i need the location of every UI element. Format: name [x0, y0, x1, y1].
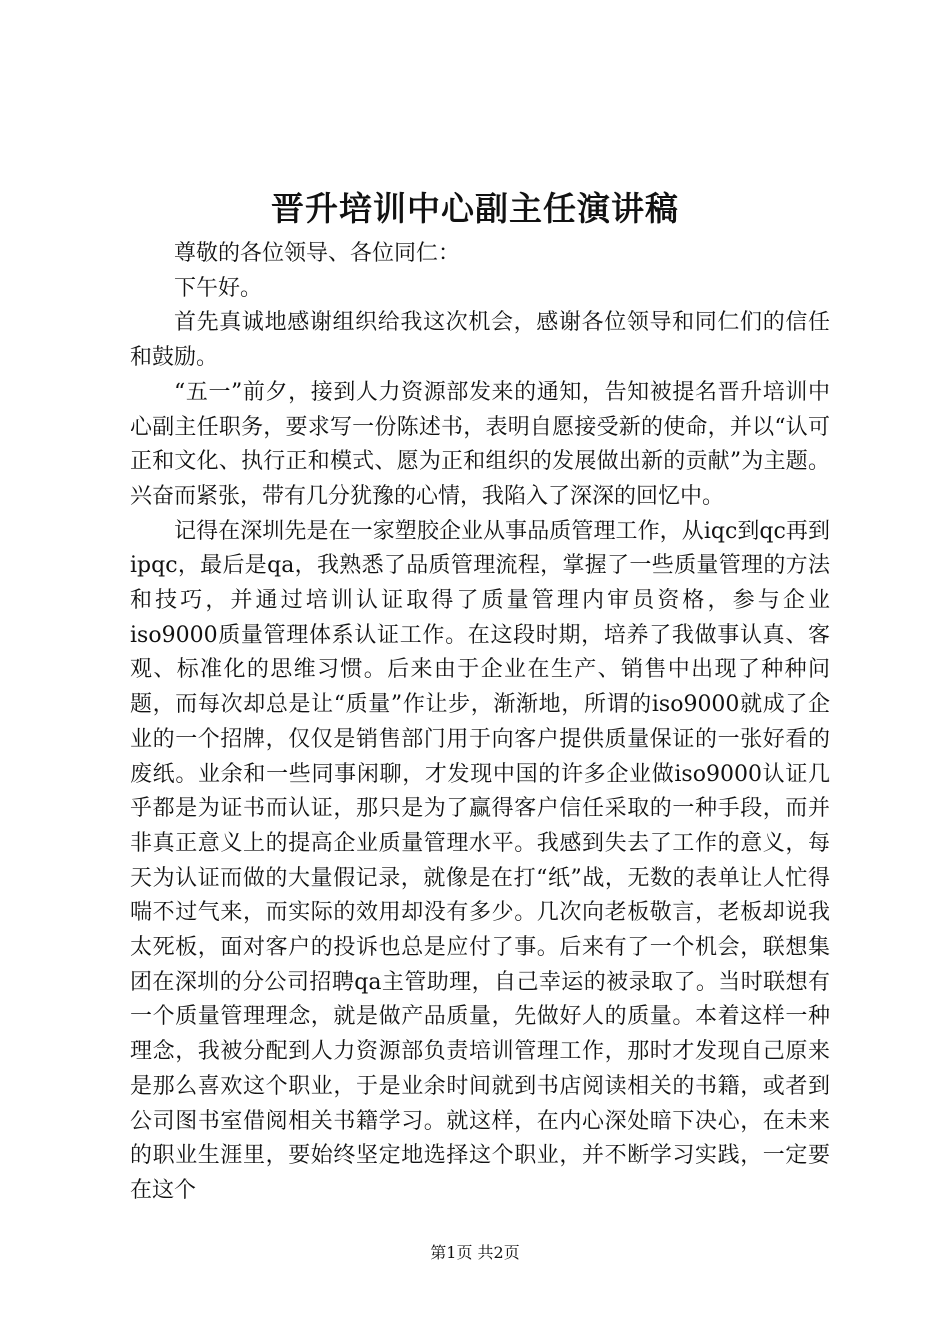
- page-footer: 第1页 共2页: [430, 1243, 520, 1262]
- notice-paragraph: “五一”前夕，接到人力资源部发来的通知，告知被提名晋升培训中心副主任职务，要求写一份陈述书，表明自愿接受新的使命，并以“认可正和文化、执行正和模式、愿为正和组织的发展做出新的贡献”为主题。兴奋而紧张，带有几分犹豫的心情，我陷入了深深的回忆中。: [130, 379, 830, 509]
- experience-paragraph: 记得在深圳先是在一家塑胶企业从事品质管理工作，从iqc到qc再到ipqc，最后是qa，我熟悉了品质管理流程，掌握了一些质量管理的方法和技巧，并通过培训认证取得了质量管理内审员资格，参与企业iso9000质量管理体系认证工作。在这段时期，培养了我做事认真、客观、标准化的思维习惯。后来由于企业在生产、销售中出现了种种问题，而每次却总是让“质量”作让步，渐渐地，所谓的iso9000就成了企业的一个招牌，仅仅是销售部门用于向客户提供质量保证的一张好看的废纸。业余和一些同事闲聊，才发现中国的许多企业做iso9000认证几乎都是为证书而认证，那只是为了赢得客户信任采取的一种手段，而并非真正意义上的提高企业质量管理水平。我感到失去了工作的意义，每天为认证而做的大量假记录，就像是在打“纸”战，无数的表单让人忙得喘不过气来，而实际的效用却没有多少。几次向老板敬言，老板却说我太死板，面对客户的投诉也总是应付了事。后来有了一个机会，联想集团在深圳的分公司招聘qa主管助理，自己幸运的被录取了。当时联想有一个质量管理理念，就是做产品质量，先做好人的质量。本着这样一种理念，我被分配到人力资源部负责培训管理工作，那时才发现自己原来是那么喜欢这个职业，于是业余时间就到书店阅读相关的书籍，或者到公司图书室借阅相关书籍学习。就这样，在内心深处暗下决心，在未来的职业生涯里，要始终坚定地选择这个职业，并不断学习实践，一定要在这个: [130, 518, 830, 1203]
- salutation-paragraph: 尊敬的各位领导、各位同仁：: [174, 241, 461, 266]
- document-title: 晋升培训中心副主任演讲稿: [271, 189, 679, 228]
- document-body: [130, 237, 830, 1209]
- greeting-paragraph: 下午好。: [174, 275, 263, 301]
- thanks-paragraph: 首先真诚地感谢组织给我这次机会，感谢各位领导和同仁们的信任和鼓励。: [130, 310, 830, 371]
